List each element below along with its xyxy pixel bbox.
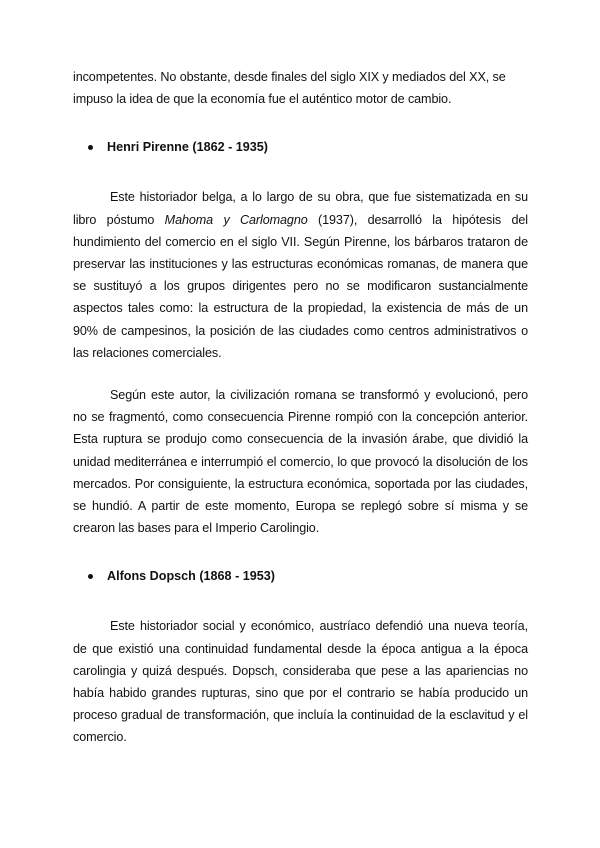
pirenne-paragraph-2: Según este autor, la civilización romana se transformó y evolucionó, pero no se fragmentó, como consecuencia Pirenne rompió con la concepción anterior. Esta ruptura se produjo como consecuencia de la invasión árabe, que dividió la unidad mediterránea e interrumpió el comercio, lo que provocó la disolución de los mercados. Por consiguiente, la estructura económica, soportada por las ciudades, se hundió. A partir de este momento, Europa se replegó sobre sí misma y se crearon las bases para el Imperio Carolingio. [73,388,528,536]
pirenne-paragraph-1-start: Este historiador belga, a lo largo de su obra, que fue sistematizada en su libro póstumo [73,190,528,227]
section-heading-text: Alfons Dopsch (1868 - 1953) [107,569,275,584]
section-heading-text: Henri Pirenne (1862 - 1935) [107,140,268,155]
dopsch-paragraph-1: Este historiador social y económico, austríaco defendió una nueva teoría, de que existió una continuidad fundamental desde la época antigua a la época carolingia y quizá después. Dopsch, consideraba que pese a las apariencias no había habido grandes rupturas, sino que por el contrario se había producido un proceso gradual de transformación, que incluía la continuidad de la esclavitud y el comercio. [73,619,528,745]
section-heading-dopsch [73,565,528,587]
intro-paragraph: incompetentes. No obstante, desde finales del siglo XIX y mediados del XX, se impuso la idea de que la economía fue el auténtico motor de cambio. [73,70,506,107]
book-title: Mahoma y Carlomagno [164,212,308,227]
pirenne-paragraph-1 [73,186,528,364]
section-heading-pirenne [73,136,528,158]
pirenne-paragraph-1-end: (1937), desarrolló la hipótesis del hundimiento del comercio en el siglo VII. Según Pirenne, los bárbaros trataron de preservar las instituciones y las estructuras económicas romanas, de manera que se sustituyó a los grupos dirigentes pero no se modificaron sustancialmente aspectos tales como: la estructura de la propiedad, la existencia de más de un 90% de campesinos, la posición de las ciudades como centros administrativos o las relaciones comerciales. [73,212,528,360]
bullet-icon [88,145,93,150]
bullet-icon [88,574,93,579]
